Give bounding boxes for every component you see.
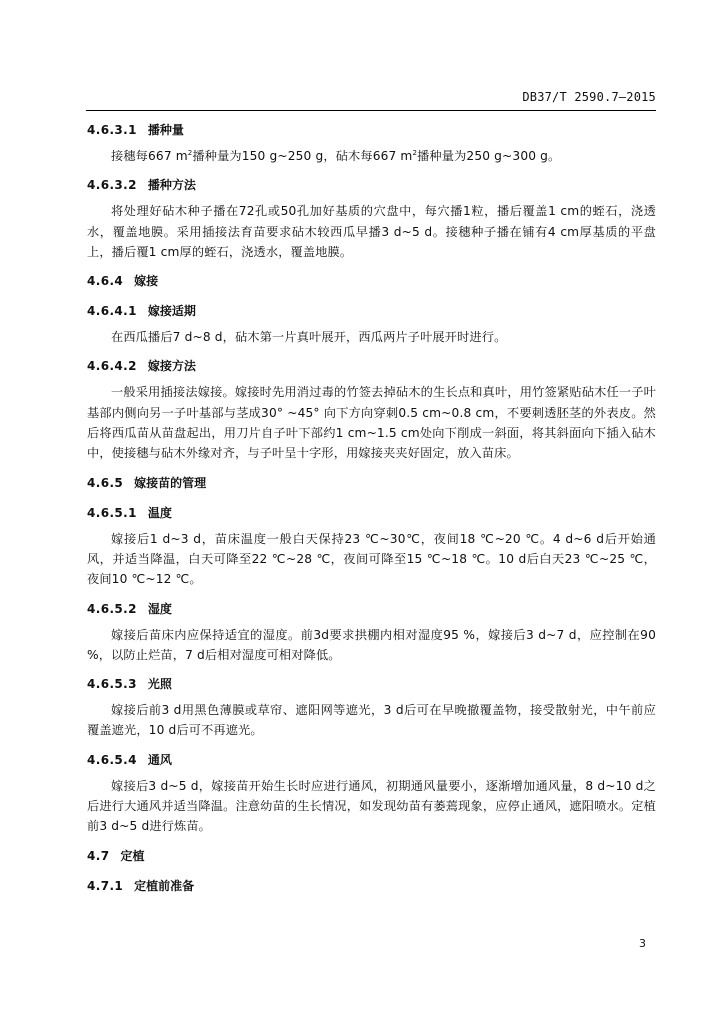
section-heading xyxy=(87,475,656,491)
section-title: 嫁接 xyxy=(134,274,159,289)
section-number: 4.6.4 xyxy=(87,274,124,289)
header-divider xyxy=(86,110,656,111)
paragraph: 嫁接后苗床内应保持适宜的湿度。前3d要求拱棚内相对湿度95 %，嫁接后3 d~7 d，应控制在90 %，以防止烂苗，7 d后相对湿度可相对降低。 xyxy=(87,627,656,662)
section-title: 嫁接苗的管理 xyxy=(134,475,207,490)
section-number: 4.7 xyxy=(87,848,110,863)
section-heading xyxy=(87,676,656,692)
paragraph xyxy=(87,146,656,166)
text-run: 播种量为250 g~300 g。 xyxy=(417,149,561,163)
section-heading xyxy=(87,177,656,193)
paragraph: 一般采用插接法嫁接。嫁接时先用消过毒的竹签去掉砧木的生长点和真叶，用竹签紧贴砧木任一子叶基部内侧向另一子叶基部与茎成30° ~45° 向下方向穿刺0.5 cm~0.8 cm，不要刺透胚茎的外表皮。然后将西瓜苗从苗盘起出，用刀片自子叶下部约1 cm~1.5 cm处向下削成一斜面，将其斜面向下插入砧木中，使接穗与砧木外缘对齐，与子叶呈十字形，用嫁接夹夹好固定，放入苗床。 xyxy=(87,385,656,461)
section-number: 4.6.5 xyxy=(87,475,124,490)
text-run: 播种量为150 g~250 g，砧木每667 m xyxy=(192,149,413,163)
section-number: 4.6.3.1 xyxy=(87,123,137,137)
section-heading xyxy=(87,878,656,894)
paragraph: 嫁接后3 d~5 d，嫁接苗开始生长时应进行通风，初期通风量要小，逐渐增加通风量，8 d~10 d之后进行大通风并适当降温。注意幼苗的生长情况，如发现幼苗有萎蔫现象，应停止通风，遮阳喷水。定植前3 d~5 d进行炼苗。 xyxy=(87,778,656,834)
section-title: 嫁接适期 xyxy=(147,304,196,319)
superscript: 2 xyxy=(412,149,418,157)
section-number: 4.7.1 xyxy=(87,878,124,893)
section-title: 通风 xyxy=(147,752,172,767)
section-number: 4.6.5.3 xyxy=(87,677,137,692)
section-title: 播种方法 xyxy=(147,178,196,193)
paragraph: 将处理好砧木种子播在72孔或50孔加好基质的穴盘中，每穴播1粒，播后覆盖1 cm的蛭石，浇透水，覆盖地膜。采用插接法育苗要求砧木较西瓜早播3 d~5 d。接穗种子播在铺有4 cm厚基质的平盘上，播后覆1 cm厚的蛭石，浇透水，覆盖地膜。 xyxy=(87,204,656,259)
section-heading xyxy=(87,601,656,617)
superscript: 2 xyxy=(187,149,193,157)
section-number: 4.6.3.2 xyxy=(87,178,137,193)
section-title: 播种量 xyxy=(147,123,184,137)
section-heading xyxy=(87,505,656,521)
paragraph: 嫁接后1 d~3 d，苗床温度一般白天保持23 ℃~30℃，夜间18 ℃~20 ℃。4 d~6 d后开始通风，并适当降温，白天可降至22 ℃~28 ℃，夜间可降至15 ℃~18 ℃。10 d后白天23 ℃~25 ℃，夜间10 ℃~12 ℃。 xyxy=(87,531,656,587)
paragraph: 嫁接后前3 d用黑色薄膜或草帘、遮阳网等遮光，3 d后可在早晚撤覆盖物，接受散射光，中午前应覆盖遮光，10 d后可不再遮光。 xyxy=(87,703,656,738)
section-heading xyxy=(87,303,656,319)
section-number: 4.6.5.2 xyxy=(87,601,137,616)
section-heading xyxy=(87,358,656,374)
section-title: 光照 xyxy=(147,677,172,692)
document-body xyxy=(87,116,656,894)
section-heading xyxy=(87,752,656,768)
standard-code: DB37/T 2590.7—2015 xyxy=(522,90,656,104)
text-run: 接穗每667 m xyxy=(111,149,188,163)
section-title: 嫁接方法 xyxy=(147,359,196,374)
paragraph: 在西瓜播后7 d~8 d，砧木第一片真叶展开，西瓜两片子叶展开时进行。 xyxy=(111,330,507,345)
section-heading xyxy=(87,848,656,864)
section-title: 定植前准备 xyxy=(134,878,195,893)
section-heading xyxy=(87,122,656,138)
section-number: 4.6.4.1 xyxy=(87,304,137,319)
section-number: 4.6.5.4 xyxy=(87,752,137,767)
section-heading xyxy=(87,273,656,289)
section-number: 4.6.4.2 xyxy=(87,359,137,374)
section-title: 湿度 xyxy=(147,601,172,616)
section-number: 4.6.5.1 xyxy=(87,505,137,520)
section-title: 定植 xyxy=(120,848,145,863)
page-number: 3 xyxy=(639,937,646,950)
section-title: 温度 xyxy=(147,505,172,520)
